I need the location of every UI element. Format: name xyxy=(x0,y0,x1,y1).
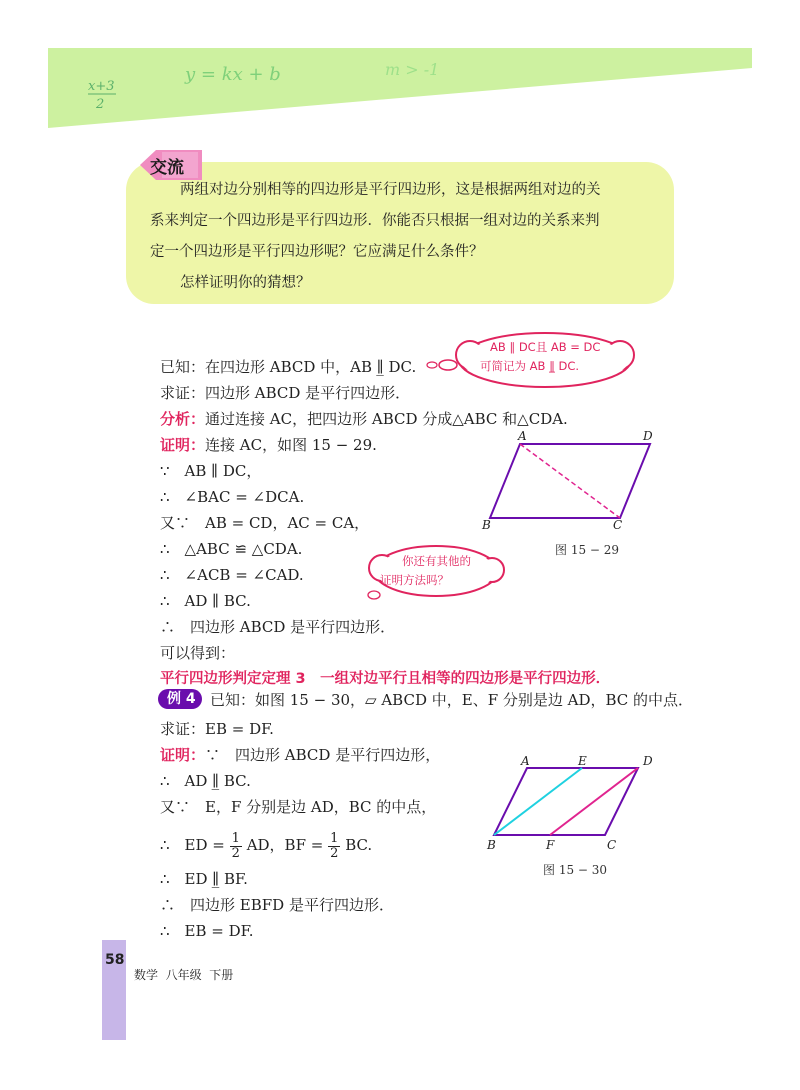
example-step-2: 又∵ E，F 分别是边 AD，BC 的中点， xyxy=(160,798,437,816)
proof-step-6: ∴ AD ∥ BC. xyxy=(160,592,251,610)
step3-part-c: BC. xyxy=(345,836,373,854)
discussion-line-2: 系来判定一个四边形是平行四边形．你能否只根据一组对边的关系来判 xyxy=(150,213,600,229)
proof-step-1: ∵ AB ∥ DC， xyxy=(160,462,262,480)
theorem-3: 平行四边形判定定理 3 一组对边平行且相等的四边形是平行四边形． xyxy=(160,671,611,687)
header-formula-4: m > -1 xyxy=(385,60,440,79)
example-prove: 求证：EB = DF. xyxy=(160,720,274,738)
example-step-4: ∴ ED ∥̲ BF. xyxy=(160,870,248,888)
fig2-label-E: E xyxy=(578,754,587,768)
example-step-5: ∴ 四边形 EBFD 是平行四边形． xyxy=(160,896,394,914)
discussion-line-4: 怎样证明你的猜想？ xyxy=(180,275,311,291)
example-given: 已知：如图 15 − 30，▱ ABCD 中，E、F 分别是边 AD，BC 的中点． xyxy=(210,691,694,709)
analysis-text: 通过连接 AC，把四边形 ABCD 分成△ABC 和△CDA. xyxy=(205,410,568,428)
figure-15-29 xyxy=(480,428,680,538)
figure-2-caption: 图 15 − 30 xyxy=(543,863,608,877)
fig1-label-D: D xyxy=(643,429,653,443)
step3-part-a: ∴ ED = xyxy=(160,836,225,854)
header-band xyxy=(0,0,800,140)
figure-15-30 xyxy=(480,755,680,855)
fig1-label-B: B xyxy=(482,518,491,532)
proof-step-4: ∴ △ABC ≌ △CDA. xyxy=(160,540,303,558)
book-title: 数学 八年级 下册 xyxy=(134,968,234,982)
cloud-1-line-1: AB ∥ DC且 AB = DC xyxy=(490,340,601,354)
conclusion-label: 可以得到： xyxy=(160,644,236,662)
fig1-label-A: A xyxy=(518,429,527,443)
cloud-1-line-2: 可简记为 AB ∥̲ DC. xyxy=(480,359,580,373)
cloud-2-line-2: 证明方法吗？ xyxy=(380,573,449,587)
header-formula-2: 2 xyxy=(96,97,105,112)
header-formula-3: y = kx + b xyxy=(185,64,281,85)
fig2-label-F: F xyxy=(546,838,555,852)
proof-step-7: ∴ 四边形 ABCD 是平行四边形． xyxy=(160,618,396,636)
step3-part-b: AD，BF = xyxy=(246,836,324,854)
given-1: 已知：在四边形 ABCD 中，AB ∥̲ DC. xyxy=(160,358,417,376)
cloud-2-line-1: 你还有其他的 xyxy=(402,554,471,568)
header-formula-1: x+3 xyxy=(88,79,115,94)
figure-1-caption: 图 15 − 29 xyxy=(555,543,620,557)
analysis-label: 分析： xyxy=(160,410,206,428)
proof-step-5: ∴ ∠ACB = ∠CAD. xyxy=(160,566,304,584)
proof-label-2: 证明： xyxy=(160,746,206,764)
fig2-label-D: D xyxy=(643,754,653,768)
example-step-6: ∴ EB = DF. xyxy=(160,922,254,940)
fig2-label-C: C xyxy=(607,838,617,852)
example-step-1: ∴ AD ∥̲ BC. xyxy=(160,772,251,790)
example-step-3 xyxy=(160,828,372,862)
proof-step-3: 又∵ AB = CD，AC = CA， xyxy=(160,514,370,532)
discussion-line-3: 定一个四边形是平行四边形呢？它应满足什么条件？ xyxy=(150,244,484,260)
fig2-label-A: A xyxy=(521,754,530,768)
discussion-badge-label: 交流 xyxy=(150,158,184,178)
fraction-half-2: $\frac{1}{2}$ xyxy=(330,830,339,861)
fig2-label-B: B xyxy=(487,838,496,852)
proof-step-2: ∴ ∠BAC = ∠DCA. xyxy=(160,488,305,506)
fraction-half-1: $\frac{1}{2}$ xyxy=(231,830,240,861)
prove-1: 求证：四边形 ABCD 是平行四边形． xyxy=(160,384,411,402)
example-proof-first: ∵ 四边形 ABCD 是平行四边形， xyxy=(205,746,441,764)
fig1-label-C: C xyxy=(613,518,623,532)
page-number: 58 xyxy=(105,952,125,968)
example-badge-label: 例 4 xyxy=(167,691,196,707)
proof-label-1: 证明： xyxy=(160,436,206,454)
proof-first-1: 连接 AC，如图 15 − 29. xyxy=(205,436,377,454)
discussion-line-1: 两组对边分别相等的四边形是平行四边形，这是根据两组对边的关 xyxy=(180,182,601,198)
